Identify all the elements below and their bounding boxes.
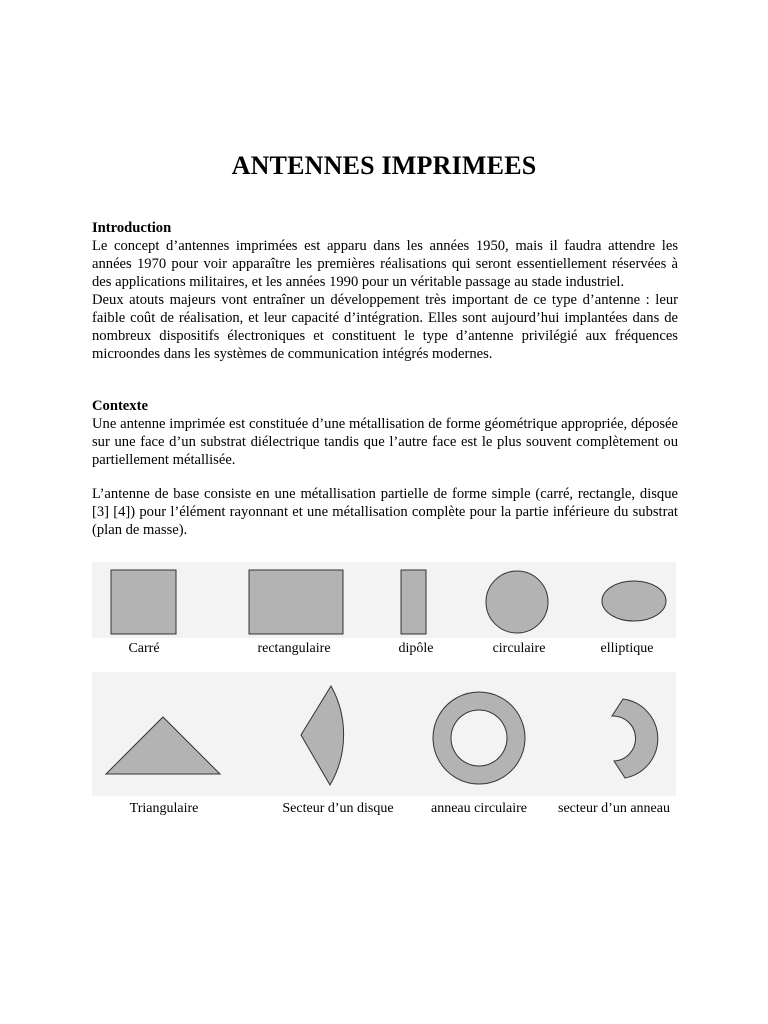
label-triangulaire: Triangulaire (129, 801, 199, 816)
square-patch-shape (111, 570, 176, 634)
figure-row1-background (92, 562, 676, 638)
label-dipole: dipôle (398, 641, 434, 656)
contexte-paragraph-1: Une antenne imprimée est constituée d’une métallisation de forme géométrique appropriée, déposée sur une face d’un substrat diélectrique tandis que l’autre face est le plus souvent complètement ou partiellement métallisée. (92, 416, 678, 468)
label-secteur-anneau: secteur d’un anneau (558, 801, 670, 816)
introduction-paragraph-1: Le concept d’antennes imprimées est apparu dans les années 1950, mais il faudra attendre les années 1970 pour voir apparaître les premières réalisations qui seront essentiellement réservées à des applications militaires, et les années 1990 pour un véritable passage au stade industriel. (92, 238, 678, 290)
label-elliptique: elliptique (600, 641, 654, 656)
rectangular-patch-shape (249, 570, 343, 634)
label-anneau-circulaire: anneau circulaire (431, 801, 527, 816)
label-secteur-disque: Secteur d’un disque (282, 801, 394, 816)
label-carre: Carré (128, 641, 160, 656)
introduction-heading: Introduction (92, 220, 172, 236)
elliptical-patch-shape (602, 581, 666, 621)
label-rectangulaire: rectangulaire (257, 641, 331, 656)
contexte-heading: Contexte (92, 398, 148, 414)
document-title: ANTENNES IMPRIMEES (231, 151, 537, 180)
introduction-paragraph-2: Deux atouts majeurs vont entraîner un développement très important de ce type d’antenne : leur faible coût de réalisation, et leur capacité d’intégration. Elles sont aujourd’hui implantées dans de nombreux dispositifs électroniques et constituent le type d’antenne privilégié aux fréquences microondes dans les systèmes de communication intégrés modernes. (92, 292, 678, 362)
circular-patch-shape (486, 571, 548, 633)
dipole-patch-shape (401, 570, 426, 634)
label-circulaire: circulaire (492, 641, 546, 656)
contexte-paragraph-2: L’antenne de base consiste en une métallisation partielle de forme simple (carré, rectangle, disque [3] [4]) pour l’élément rayonnant et une métallisation complète pour la partie inférieure du substrat (plan de masse). (92, 486, 678, 538)
